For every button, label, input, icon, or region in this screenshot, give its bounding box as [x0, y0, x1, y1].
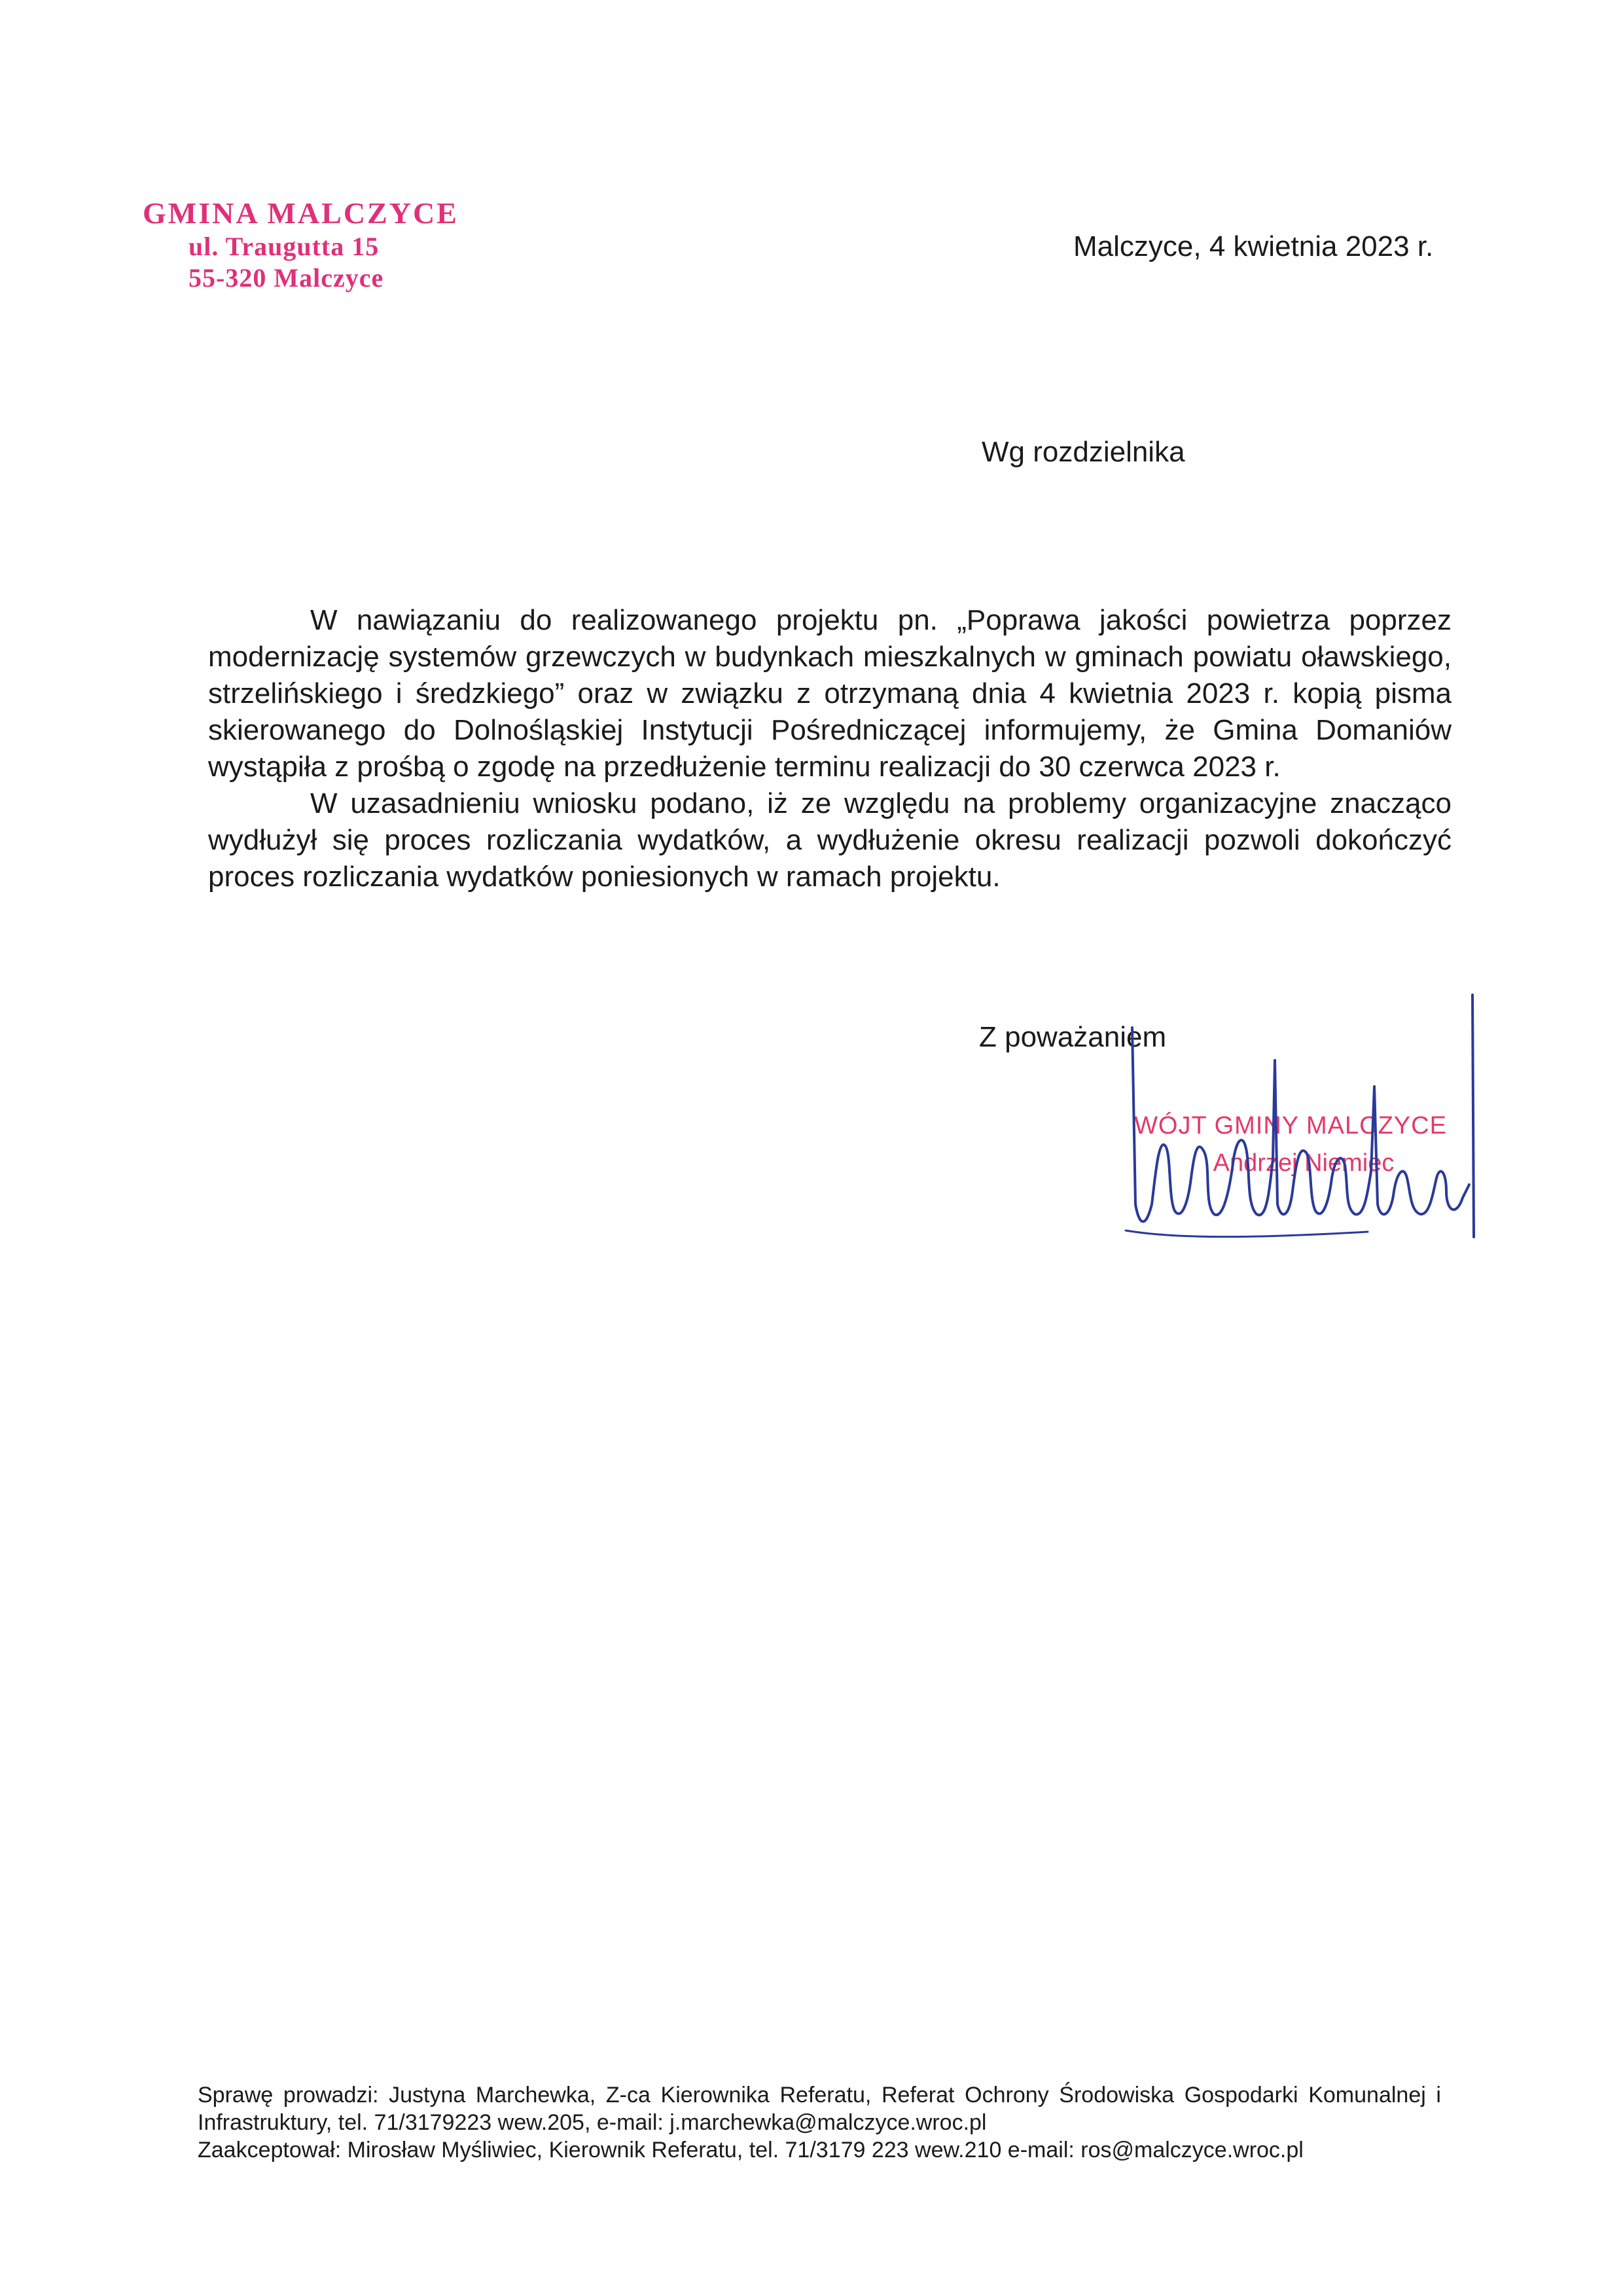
letter-footer	[198, 2081, 1441, 2164]
recipient: Wg rozdzielnika	[982, 436, 1185, 468]
footer-approved-by: Zaakceptował: Mirosław Myśliwiec, Kierownik Referatu, tel. 71/3179 223 wew.210 e-mail: ros@malczyce.wroc.pl	[198, 2138, 1304, 2162]
stamp-name: GMINA MALCZYCE	[143, 196, 459, 230]
body-paragraph-2: W uzasadnieniu wniosku podano, iż ze względu na problemy organizacyjne znacząco wydłużył się proces rozliczania wydatków, a wydłużenie okresu realizacji pozwoli dokończyć proces rozliczania wydatków poniesionych w ramach projektu.	[208, 787, 1452, 893]
seal-person: Andrzej Niemiec	[1213, 1149, 1395, 1177]
letter-date: Malczyce, 4 kwietnia 2023 r.	[1073, 230, 1434, 262]
letter-body	[208, 602, 1452, 895]
seal-office: WÓJT GMINY MALCZYCE	[1134, 1112, 1447, 1139]
closing-salutation: Z poważaniem	[979, 1021, 1167, 1053]
letterhead-stamp	[143, 195, 459, 294]
stamp-street: ul. Traugutta 15	[188, 232, 380, 262]
body-paragraph-1: W nawiązaniu do realizowanego projektu pn. „Poprawa jakości powietrza poprzez modernizację systemów grzewczych w budynkach mieszkalnych w gminach powiatu oławskiego, strzelińskiego i średzkiego” oraz w związku z otrzymaną dnia 4 kwietnia 2023 r. kopią pisma skierowanego do Dolnośląskiej Instytucji Pośredniczącej informujemy, że Gmina Domaniów wystąpiła z prośbą o zgodę na przedłużenie terminu realizacji do 30 czerwca 2023 r.	[208, 604, 1452, 783]
handwritten-signature	[1106, 988, 1499, 1263]
stamp-city: 55-320 Malczyce	[188, 263, 384, 293]
footer-case-handler: Sprawę prowadzi: Justyna Marchewka, Z-ca Kierownika Referatu, Referat Ochrony Środowiska Gospodarki Komunalnej i Infrastruktury, tel. 71/3179223 wew.205, e-mail: j.marchewka@malczyce.wroc.pl	[198, 2083, 1441, 2135]
